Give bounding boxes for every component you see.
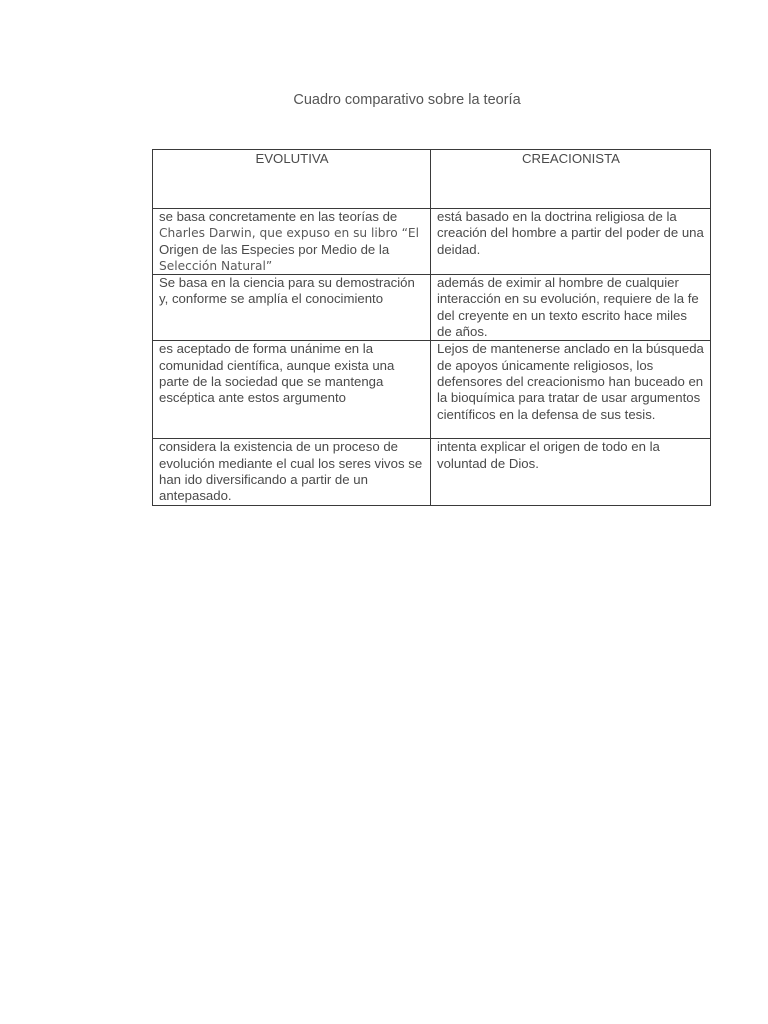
header-creacionista: CREACIONISTA <box>431 150 711 209</box>
creacionista-cell: está basado en la doctrina religiosa de la creación del hombre a partir del poder de una deidad. <box>431 209 711 275</box>
evolutiva-text-part: Selección Natural” <box>159 258 273 273</box>
document-title: Cuadro comparativo sobre la teoría <box>293 92 521 108</box>
evolutiva-cell <box>153 209 431 275</box>
table-header-row <box>153 150 711 209</box>
creacionista-cell: además de eximir al hombre de cualquier interacción en su evolución, requiere de la fe del creyente en un texto escrito hace miles de años. <box>431 275 711 341</box>
evolutiva-text-part: Charles Darwin, que expuso en su libro “El <box>159 226 420 241</box>
table-row <box>153 209 711 275</box>
header-evolutiva: EVOLUTIVA <box>153 150 431 209</box>
evolutiva-cell: es aceptado de forma unánime en la comunidad científica, aunque exista una parte de la sociedad que se mantenga escéptica ante estos argumento <box>153 341 431 439</box>
creacionista-cell: intenta explicar el origen de todo en la voluntad de Dios. <box>431 439 711 505</box>
table-row <box>153 341 711 439</box>
table-row <box>153 439 711 505</box>
evolutiva-cell: Se basa en la ciencia para su demostración y, conforme se amplía el conocimiento <box>153 275 431 341</box>
evolutiva-text-part: se basa concretamente en las teorías de <box>159 209 398 224</box>
comparison-table <box>152 149 711 506</box>
table-row <box>153 275 711 341</box>
evolutiva-cell: considera la existencia de un proceso de evolución mediante el cual los seres vivos se han ido diversificando a partir de un antepasado. <box>153 439 431 505</box>
creacionista-cell: Lejos de mantenerse anclado en la búsqueda de apoyos únicamente religiosos, los defensores del creacionismo han buceado en la bioquímica para tratar de usar argumentos científicos en la defensa de sus tesis. <box>431 341 711 439</box>
evolutiva-text-part: Origen de las Especies por Medio de la <box>159 241 390 257</box>
